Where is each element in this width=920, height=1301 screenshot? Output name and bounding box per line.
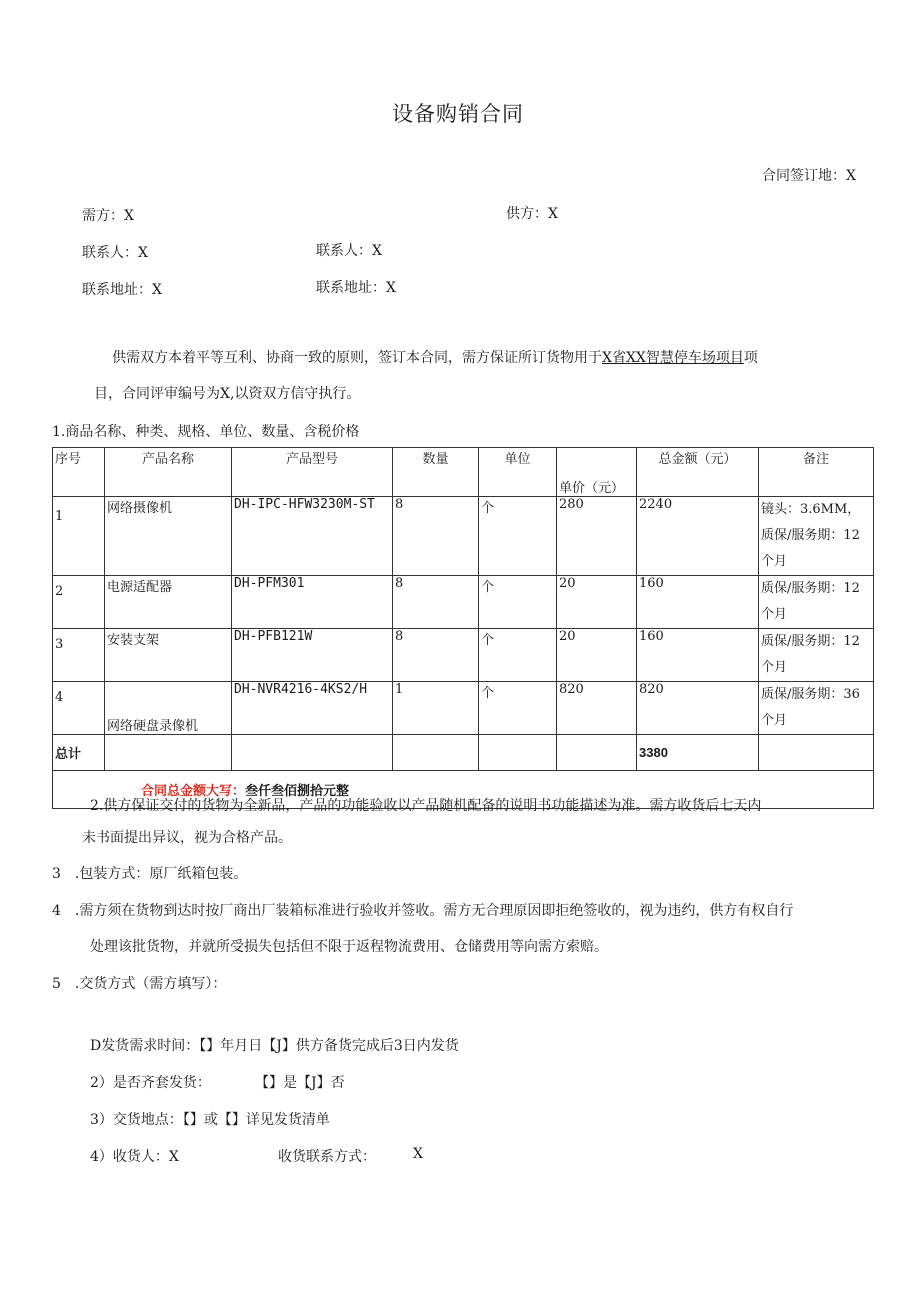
row-3-qty: 8 — [393, 629, 479, 682]
seller-name: 供方：X — [506, 206, 558, 222]
seller-address: 联系地址：X — [316, 280, 396, 296]
row-3-unit: 个 — [479, 629, 557, 682]
row-4-unit: 个 — [479, 682, 557, 735]
row-2-price: 20 — [557, 576, 637, 629]
sign-place: 合同签订地：X — [762, 168, 856, 184]
row-1-price: 280 — [557, 497, 637, 576]
total-empty-unit — [479, 735, 557, 771]
header-name: 产品名称 — [105, 448, 232, 497]
header-unit: 单位 — [479, 448, 557, 497]
row-3-total: 160 — [637, 629, 759, 682]
delivery-contact-value: X — [413, 1146, 423, 1162]
intro-line-2: 目，合同评审编号为X,以资双方信守执行。 — [94, 386, 361, 402]
row-2-name: 电源适配器 — [105, 576, 232, 629]
goods-table — [52, 447, 874, 809]
buyer-address: 联系地址：X — [82, 282, 162, 298]
row-4-total: 820 — [637, 682, 759, 735]
section-1-heading: 1.商品名称、种类、规格、单位、数量、含税价格 — [52, 424, 360, 440]
header-qty: 数量 — [393, 448, 479, 497]
row-1-unit: 个 — [479, 497, 557, 576]
amount-words-value: 叁仟叁佰捌拾元整 — [245, 783, 350, 798]
row-4-remark: 质保/服务期：36个月 — [759, 682, 874, 735]
project-name: X省XX智慧停车场项目 — [602, 350, 744, 366]
row-3-seq: 3 — [53, 629, 105, 682]
header-seq: 序号 — [53, 448, 105, 497]
delivery-place: 3）交货地点：【】或【】详见发货清单 — [90, 1112, 330, 1128]
delivery-time: D发货需求时间：【】年月日【J】供方备货完成后3日内发货 — [90, 1038, 459, 1054]
table-header-row — [53, 448, 874, 497]
table-row — [53, 576, 874, 629]
intro-text: 供需双方本着平等互利、协商一致的原则，签订本合同，需方保证所订货物用于 — [112, 350, 602, 366]
amount-words-label: 合同总金额大写： — [141, 783, 246, 798]
row-4-seq: 4 — [53, 682, 105, 735]
row-4-model: DH-NVR4216-4KS2/H — [232, 682, 393, 735]
header-remark: 备注 — [759, 448, 874, 497]
delivery-contact-label: 收货联系方式： — [278, 1149, 376, 1165]
total-empty-name — [105, 735, 232, 771]
clause-2-line-2: 未书面提出异议，视为合格产品。 — [82, 830, 292, 846]
clause-4-line-2: 处理该批货物，并就所受损失包括但不限于返程物流费用、仓储费用等向需方索赔。 — [90, 939, 608, 955]
header-model: 产品型号 — [232, 448, 393, 497]
row-2-remark: 质保/服务期：12个月 — [759, 576, 874, 629]
row-3-price: 20 — [557, 629, 637, 682]
row-4-name: 网络硬盘录像机 — [105, 682, 232, 735]
total-empty-remark — [759, 735, 874, 771]
header-total: 总金额（元） — [637, 448, 759, 497]
row-4-qty: 1 — [393, 682, 479, 735]
row-4-price: 820 — [557, 682, 637, 735]
clause-2-line-1: 2.供方保证交付的货物为全新品，产品的功能验收以产品随机配备的说明书功能描述为准。需方收货后七天内 — [90, 798, 762, 814]
header-price: 单价（元） — [557, 448, 637, 497]
row-1-model: DH-IPC-HFW3230M-ST — [232, 497, 393, 576]
table-row — [53, 629, 874, 682]
row-2-unit: 个 — [479, 576, 557, 629]
row-2-model: DH-PFM301 — [232, 576, 393, 629]
intro-tail: 项 — [743, 350, 758, 366]
clause-5: 5 .交货方式（需方填写）： — [52, 976, 227, 992]
row-1-seq: 1 — [53, 497, 105, 576]
clause-3: 3 .包装方式：原厂纸箱包装。 — [52, 866, 248, 882]
total-empty-price — [557, 735, 637, 771]
total-value: 3380 — [637, 735, 759, 771]
row-1-total: 2240 — [637, 497, 759, 576]
intro-line-1 — [112, 347, 758, 367]
total-empty-model — [232, 735, 393, 771]
total-row — [53, 735, 874, 771]
row-2-qty: 8 — [393, 576, 479, 629]
delivery-receiver: 4）收货人：X — [90, 1149, 179, 1165]
row-3-remark: 质保/服务期：12个月 — [759, 629, 874, 682]
row-2-total: 160 — [637, 576, 759, 629]
total-label: 总计 — [53, 735, 105, 771]
row-1-remark: 镜头：3.6MM，质保/服务期：12个月 — [759, 497, 874, 576]
buyer-contact: 联系人：X — [82, 245, 148, 261]
buyer-name: 需方：X — [82, 208, 134, 224]
document-title: 设备购销合同 — [392, 102, 524, 126]
total-empty-qty — [393, 735, 479, 771]
delivery-complete-options: 【】是【J】否 — [255, 1075, 345, 1091]
table-row — [53, 682, 874, 735]
row-1-qty: 8 — [393, 497, 479, 576]
table-row — [53, 497, 874, 576]
row-3-model: DH-PFB121W — [232, 629, 393, 682]
seller-contact: 联系人：X — [316, 243, 382, 259]
row-1-name: 网络摄像机 — [105, 497, 232, 576]
row-2-seq: 2 — [53, 576, 105, 629]
row-3-name: 安装支架 — [105, 629, 232, 682]
delivery-complete-label: 2）是否齐套发货： — [90, 1075, 211, 1091]
clause-4-line-1: 4 .需方须在货物到达时按厂商出厂装箱标准进行验收并签收。需方无合理原因即拒绝签收的，视为违约，供方有权自行 — [52, 903, 794, 919]
